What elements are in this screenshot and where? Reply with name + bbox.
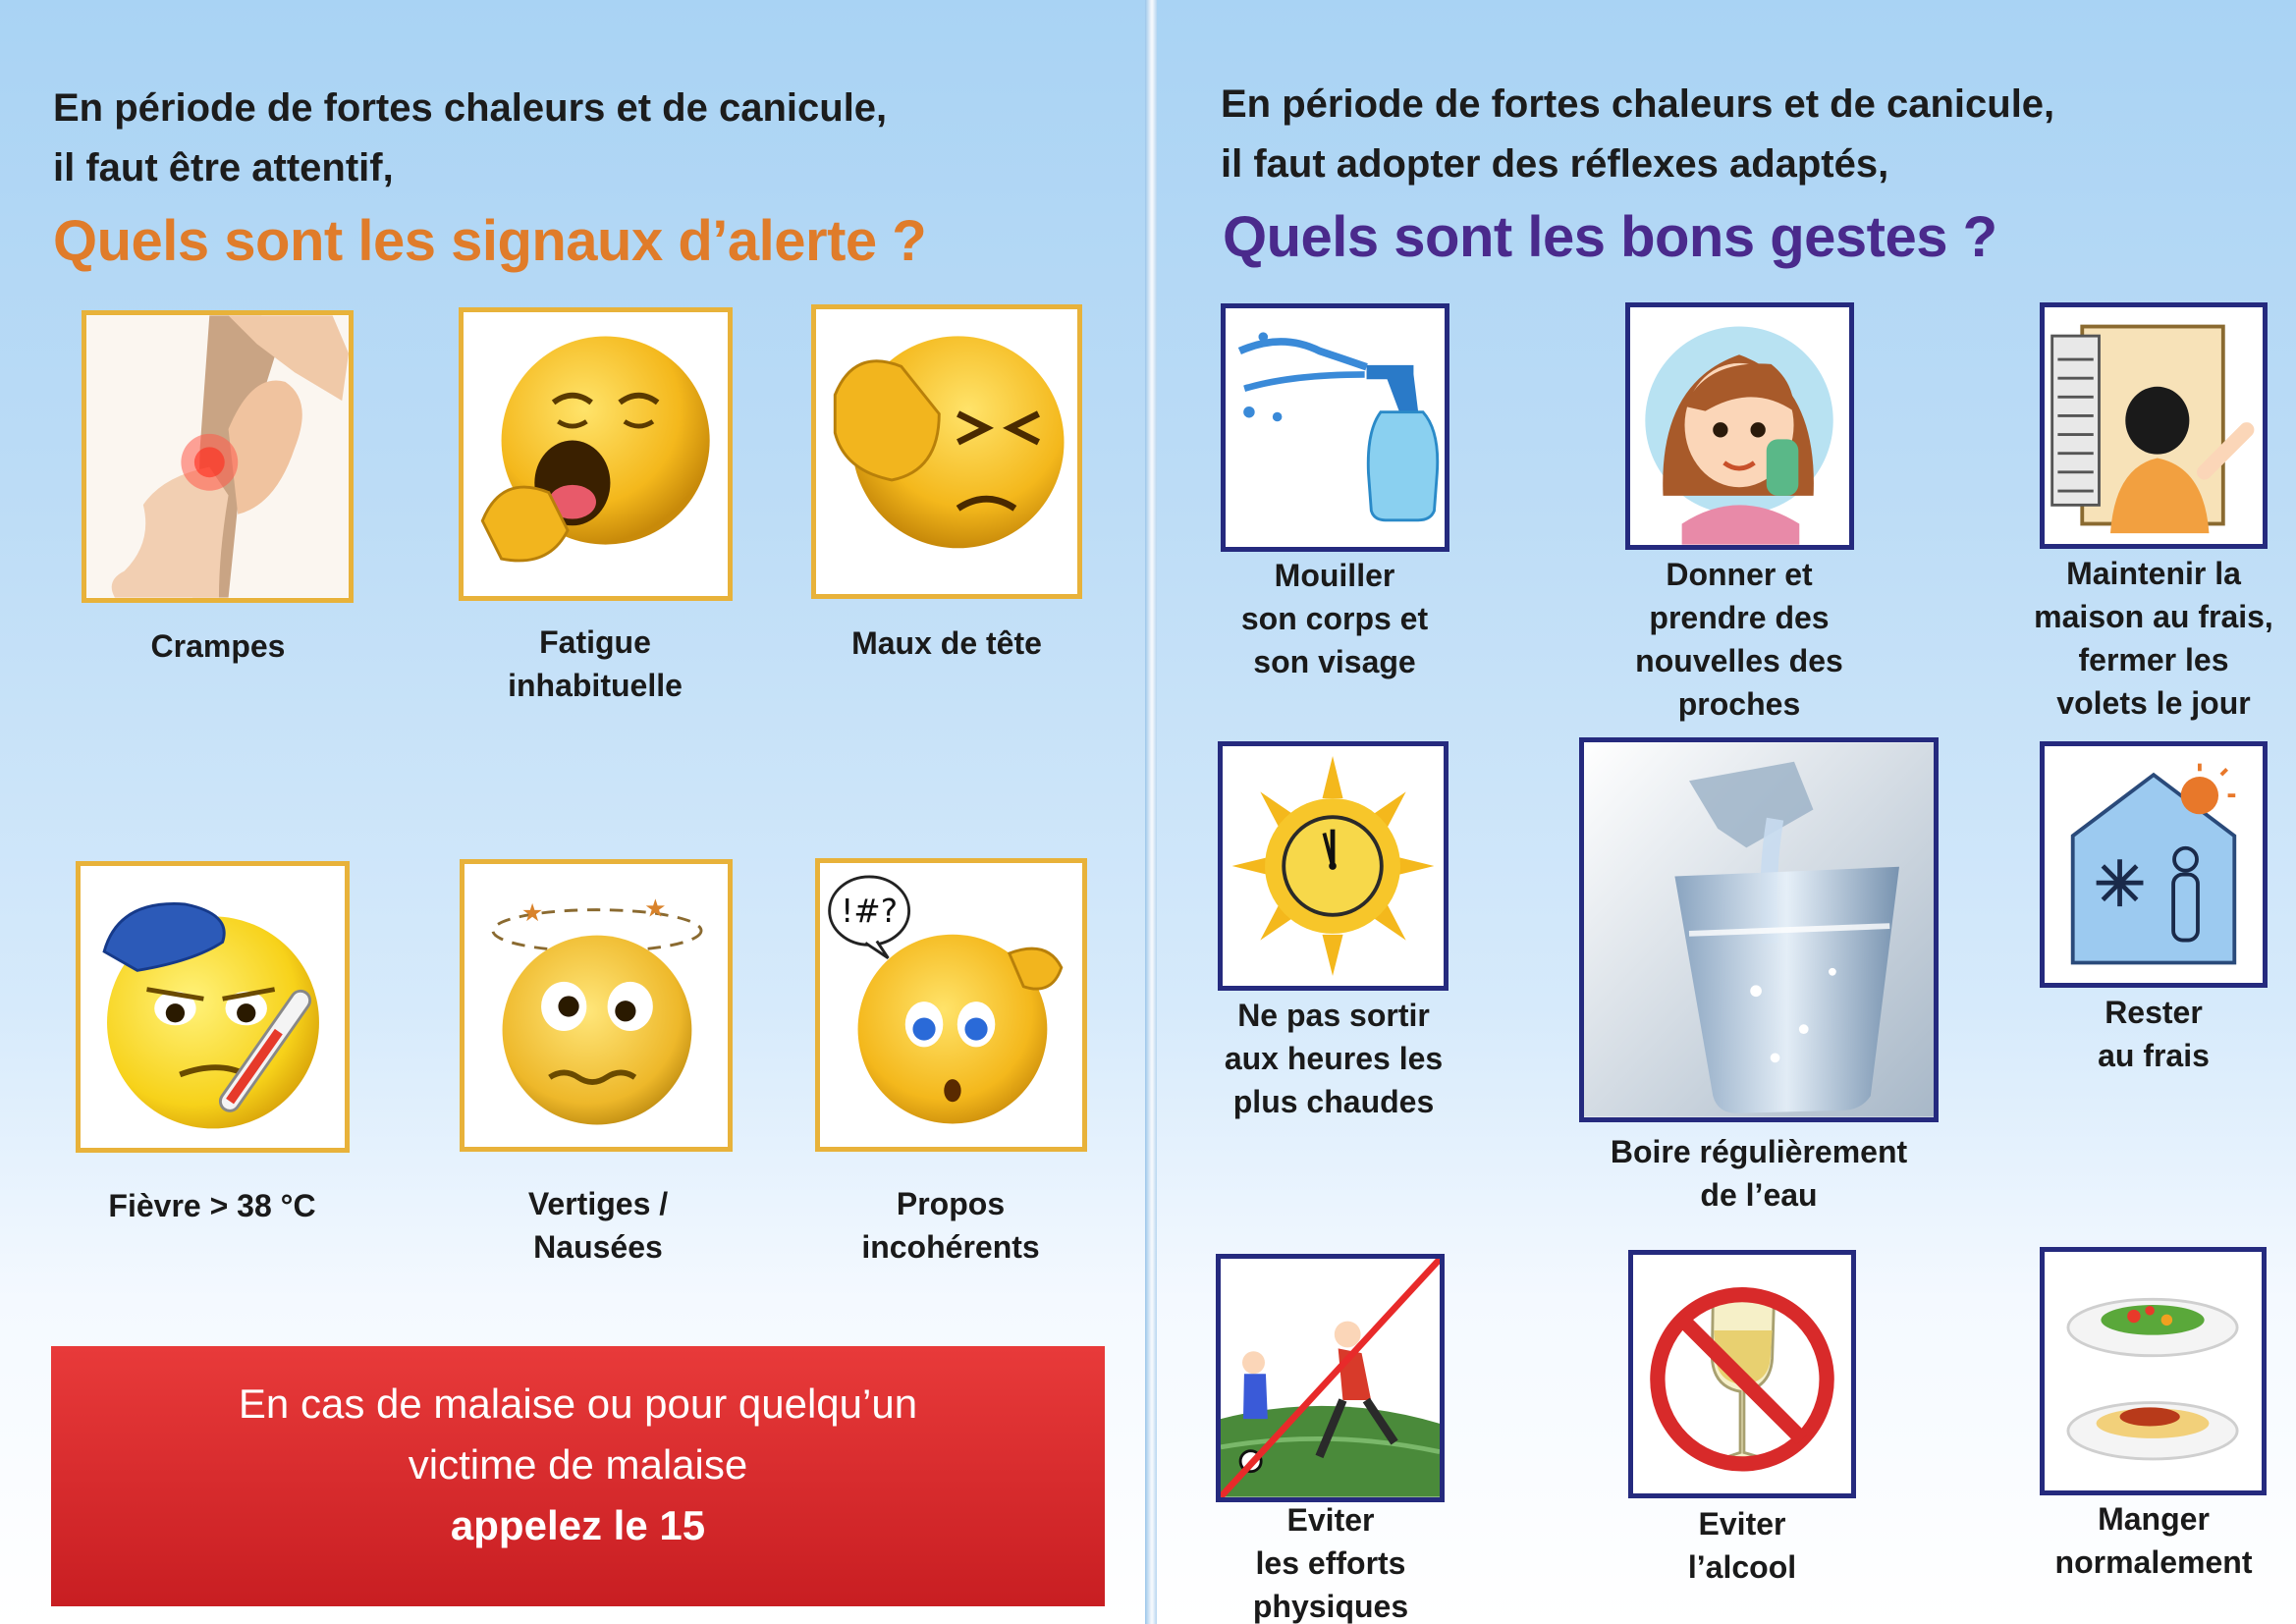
fever-label (65, 1184, 359, 1227)
phone-label-line-2: prendre des (1649, 600, 1830, 635)
no-alcohol-label-line-1: Eviter (1698, 1506, 1786, 1542)
left-intro (53, 79, 887, 198)
sun-label-line-1: Ne pas sortir (1237, 998, 1430, 1033)
left-title: Quels sont les signaux d’alerte ? (53, 209, 927, 273)
right-intro-line-1: En période de fortes chaleurs et de canicule, (1221, 82, 2055, 126)
no-alcohol-icon (1633, 1255, 1851, 1493)
phone-label (1592, 553, 1886, 726)
fatigue-label (448, 621, 742, 707)
sun-label-line-3: plus chaudes (1232, 1084, 1435, 1119)
phone-label-line-1: Donner et (1666, 557, 1813, 592)
no-sport-icon (1221, 1259, 1440, 1497)
spray-label-line-2: son corps et (1240, 601, 1429, 636)
phone-label-line-3: nouvelles des (1635, 643, 1843, 678)
no-sport-label-line-1: Eviter (1286, 1502, 1375, 1538)
dizzy-label-line-2: Nausées (533, 1229, 663, 1265)
water-label-line-2: de l’eau (1700, 1177, 1818, 1213)
fever-emoji-icon (81, 866, 345, 1148)
leg-cramp-icon (86, 315, 349, 598)
no-sport-label (1183, 1498, 1478, 1624)
spray-label-line-3: son visage (1253, 644, 1416, 679)
water-tile (1579, 737, 1939, 1122)
shutters-label-line-1: Maintenir la (2066, 556, 2241, 591)
cool-house-tile (2040, 741, 2268, 988)
water-glass-icon (1584, 742, 1934, 1117)
left-page (0, 0, 1147, 1624)
shutters-label-line-3: fermer les (2078, 642, 2229, 677)
headache-emoji-icon (816, 309, 1077, 594)
spray-bottle-icon (1226, 308, 1445, 547)
dizzy-label-line-1: Vertiges / (527, 1186, 669, 1221)
confused-emoji-icon (820, 863, 1082, 1147)
cramp-label-line: Crampes (150, 628, 286, 664)
meal-plates-icon (2045, 1252, 2262, 1490)
fatigue-label-line-1: Fatigue (539, 624, 651, 660)
sun-tile (1218, 741, 1449, 991)
right-page (1157, 0, 2296, 1624)
dizzy-emoji-icon (465, 864, 728, 1147)
cool-house-icon (2045, 746, 2263, 983)
cool-house-label (2006, 991, 2296, 1077)
headache-label-line: Maux de tête (851, 625, 1042, 661)
shutters-label-line-2: maison au frais, (2034, 599, 2273, 634)
spray-label-line-1: Mouiller (1274, 558, 1395, 593)
water-label (1562, 1130, 1955, 1217)
phone-call-icon (1630, 307, 1849, 545)
meal-tile (2040, 1247, 2267, 1495)
emergency-call-15: appelez le 15 (450, 1502, 706, 1548)
shutters-label (2001, 552, 2296, 725)
shutters-label-line-4: volets le jour (2056, 685, 2251, 721)
meal-label-line-2: normalement (2054, 1544, 2253, 1580)
svg-text:★: ★ (644, 893, 667, 923)
left-intro-line-1: En période de fortes chaleurs et de canicule, (53, 86, 888, 130)
right-title: Quels sont les bons gestes ? (1223, 205, 1997, 269)
phone-label-line-4: proches (1677, 686, 1801, 722)
fever-label-line: Fièvre > 38 °C (108, 1188, 316, 1223)
headache-label (799, 622, 1094, 665)
cool-house-label-line-2: au frais (2098, 1038, 2210, 1073)
confused-tile (815, 858, 1087, 1152)
meal-label (2006, 1497, 2296, 1584)
confused-label (803, 1182, 1098, 1269)
emergency-banner (51, 1346, 1105, 1606)
no-sport-label-line-3: physiques (1252, 1589, 1409, 1624)
sun-clock-icon (1223, 746, 1444, 986)
fever-tile (76, 861, 350, 1153)
confused-label-line-2: incohérents (861, 1229, 1040, 1265)
dizzy-label (451, 1182, 745, 1269)
spray-label (1187, 554, 1482, 683)
no-sport-tile (1216, 1254, 1445, 1502)
cramp-tile (82, 310, 354, 603)
window-shutters-icon (2045, 307, 2263, 544)
right-intro (1221, 75, 2054, 194)
no-alcohol-label (1595, 1502, 1889, 1589)
fatigue-tile (459, 307, 733, 601)
water-label-line-1: Boire régulièrement (1610, 1134, 1908, 1169)
sun-label (1186, 994, 1481, 1123)
meal-label-line-1: Manger (2098, 1501, 2210, 1537)
yawning-emoji-icon (464, 312, 728, 596)
emergency-line-2: victime de malaise (408, 1441, 748, 1488)
no-sport-label-line-2: les efforts (1255, 1545, 1406, 1581)
cramp-label (71, 624, 365, 668)
sun-label-line-2: aux heures les (1224, 1041, 1444, 1076)
cool-house-label-line-1: Rester (2105, 995, 2203, 1030)
speech-bubble-text: !#? (841, 893, 899, 931)
fatigue-label-line-2: inhabituelle (508, 668, 683, 703)
svg-text:★: ★ (520, 898, 544, 928)
spray-tile (1221, 303, 1449, 552)
no-alcohol-label-line-2: l’alcool (1687, 1549, 1797, 1585)
dizzy-tile (460, 859, 733, 1152)
headache-tile (811, 304, 1082, 599)
shutters-tile (2040, 302, 2268, 549)
right-intro-line-2: il faut adopter des réflexes adaptés, (1221, 142, 1889, 186)
phone-tile (1625, 302, 1854, 550)
emergency-line-1: En cas de malaise ou pour quelqu’un (238, 1380, 918, 1427)
confused-label-line-1: Propos (896, 1186, 1006, 1221)
left-intro-line-2: il faut être attentif, (53, 146, 394, 189)
no-alcohol-tile (1628, 1250, 1856, 1498)
